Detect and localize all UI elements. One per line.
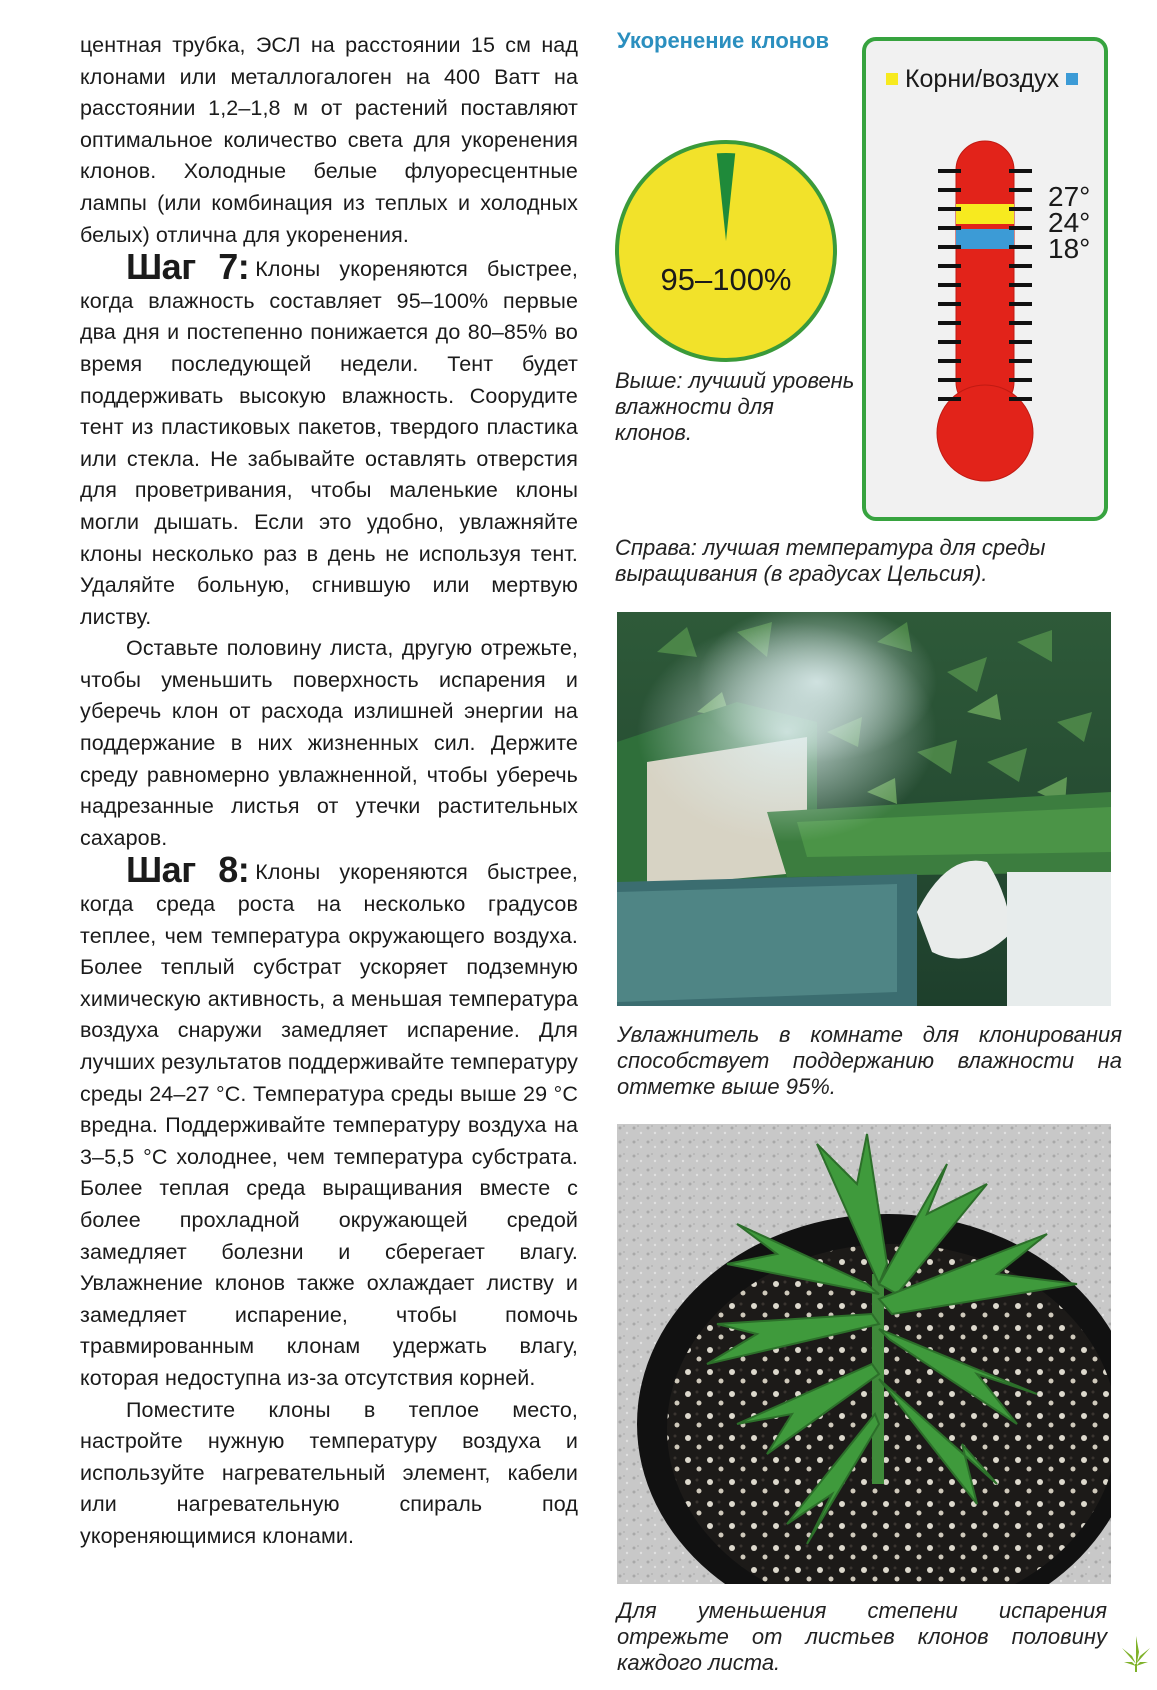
clone-pot-photo-image: [617, 1124, 1111, 1584]
clone-pot-photo: [617, 1124, 1111, 1584]
humidifier-photo-image: [617, 612, 1111, 1006]
thermometer-panel: [862, 37, 1108, 521]
sidebar-title: Укоренение клонов: [617, 28, 830, 53]
humidity-dial: [613, 138, 839, 364]
temperature-caption: Справа: лучшая температура для среды выращивания (в градусах Цельсия).: [615, 535, 1046, 586]
step7-paragraph: [80, 246, 578, 633]
intro-paragraph: центная трубка, ЭСЛ на расстоянии 15 см над клонами или металлогалоген на 400 Ватт на расстоянии 1,2–1,8 м от растений поставляют оптимальное количество света для укоренения клонов. Холодные белые флуоресцентные лампы (или комбинация из теплых и холодных белых) отлична для укоренения.: [80, 33, 578, 247]
humidity-caption: Выше: лучший уровень влажности для клонов.: [615, 368, 855, 445]
thermometer-tube: [956, 141, 1014, 411]
clone-pot-photo-caption: Для уменьшения степени испарения отрежьте от листьев клонов половину каждого листа.: [617, 1598, 1107, 1675]
step8-text: Клоны укореняются быстрее, когда среда роста на несколько градусов теплее, чем температура окружающего воздуха. Более теплый субстрат ускоряет подземную химическую активность, а меньшая температура воздуха снаружи замедляет испарение. Для лучших результатов поддерживайте температуру среды 24–27 °С. Температура среды выше 29 °С вредна. Поддерживайте температуру воздуха на 3–5,5 °С холоднее, чем температура субстрата. Более теплая среда выращивания вместе с более прохладной окружающей средой замедляет болезни и сберегает влагу. Увлажнение клонов также охлаждает листву и замедляет испарение, чтобы помочь травмированным клонам удержать влагу, которая недоступна из-за отсутствия корней.: [80, 860, 578, 1390]
humidifier-photo-caption: Увлажнитель в комнате для клонирования способствует поддержанию влажности на отметке выше 95%.: [617, 1022, 1122, 1099]
humidity-dial-graphic: [613, 138, 839, 364]
temp-mark-18: 18°: [1048, 233, 1091, 264]
cannabis-leaf-icon: [1120, 1634, 1152, 1672]
humidifier-photo: [617, 612, 1111, 1006]
step8-paragraph-2: Поместите клоны в теплое место, настройте нужную температуру воздуха и используйте нагревательный элемент, кабели или нагревательную спираль под укореняющимися клонами.: [80, 1397, 578, 1548]
humidity-value: 95–100%: [660, 262, 792, 297]
temp-mark-24: 24°: [1048, 207, 1091, 238]
step7-heading: Шаг 7:: [126, 246, 250, 288]
main-text-column: [80, 30, 578, 1553]
step8-paragraph: [80, 849, 578, 1394]
step7-paragraph-2: Оставьте половину листа, другую отрежьте, чтобы уменьшить поверхность испарения и уберечь клон от расхода излишней энергии на поддержание в них жизненных сил. Держите среду равномерно увлажненной, чтобы уберечь надрезанные листья от утечки растительных сахаров.: [80, 636, 578, 850]
temp-mark-27: 27°: [1048, 181, 1091, 212]
thermometer-air-band: [956, 229, 1014, 249]
step7-text: Клоны укореняются быстрее, когда влажность составляет 95–100% первые два дня и постепенно понижается до 80–85% во время последующей недели. Тент будет поддерживать высокую влажность. Соорудите тент из пластиковых пакетов, твердого пластика или стекла. Не забывайте оставлять отверстия для проветривания, чтобы маленькие клоны могли дышать. Если это удобно, увлажняйте клоны несколько раз в день не используя тент. Удаляйте больную, сгнившую или мертвую листву.: [80, 257, 578, 629]
step8-heading: Шаг 8:: [126, 849, 250, 891]
legend-label: Корни/воздух: [904, 65, 1060, 93]
thermometer-roots-band: [956, 204, 1014, 224]
thermometer-icon: [866, 41, 1104, 517]
